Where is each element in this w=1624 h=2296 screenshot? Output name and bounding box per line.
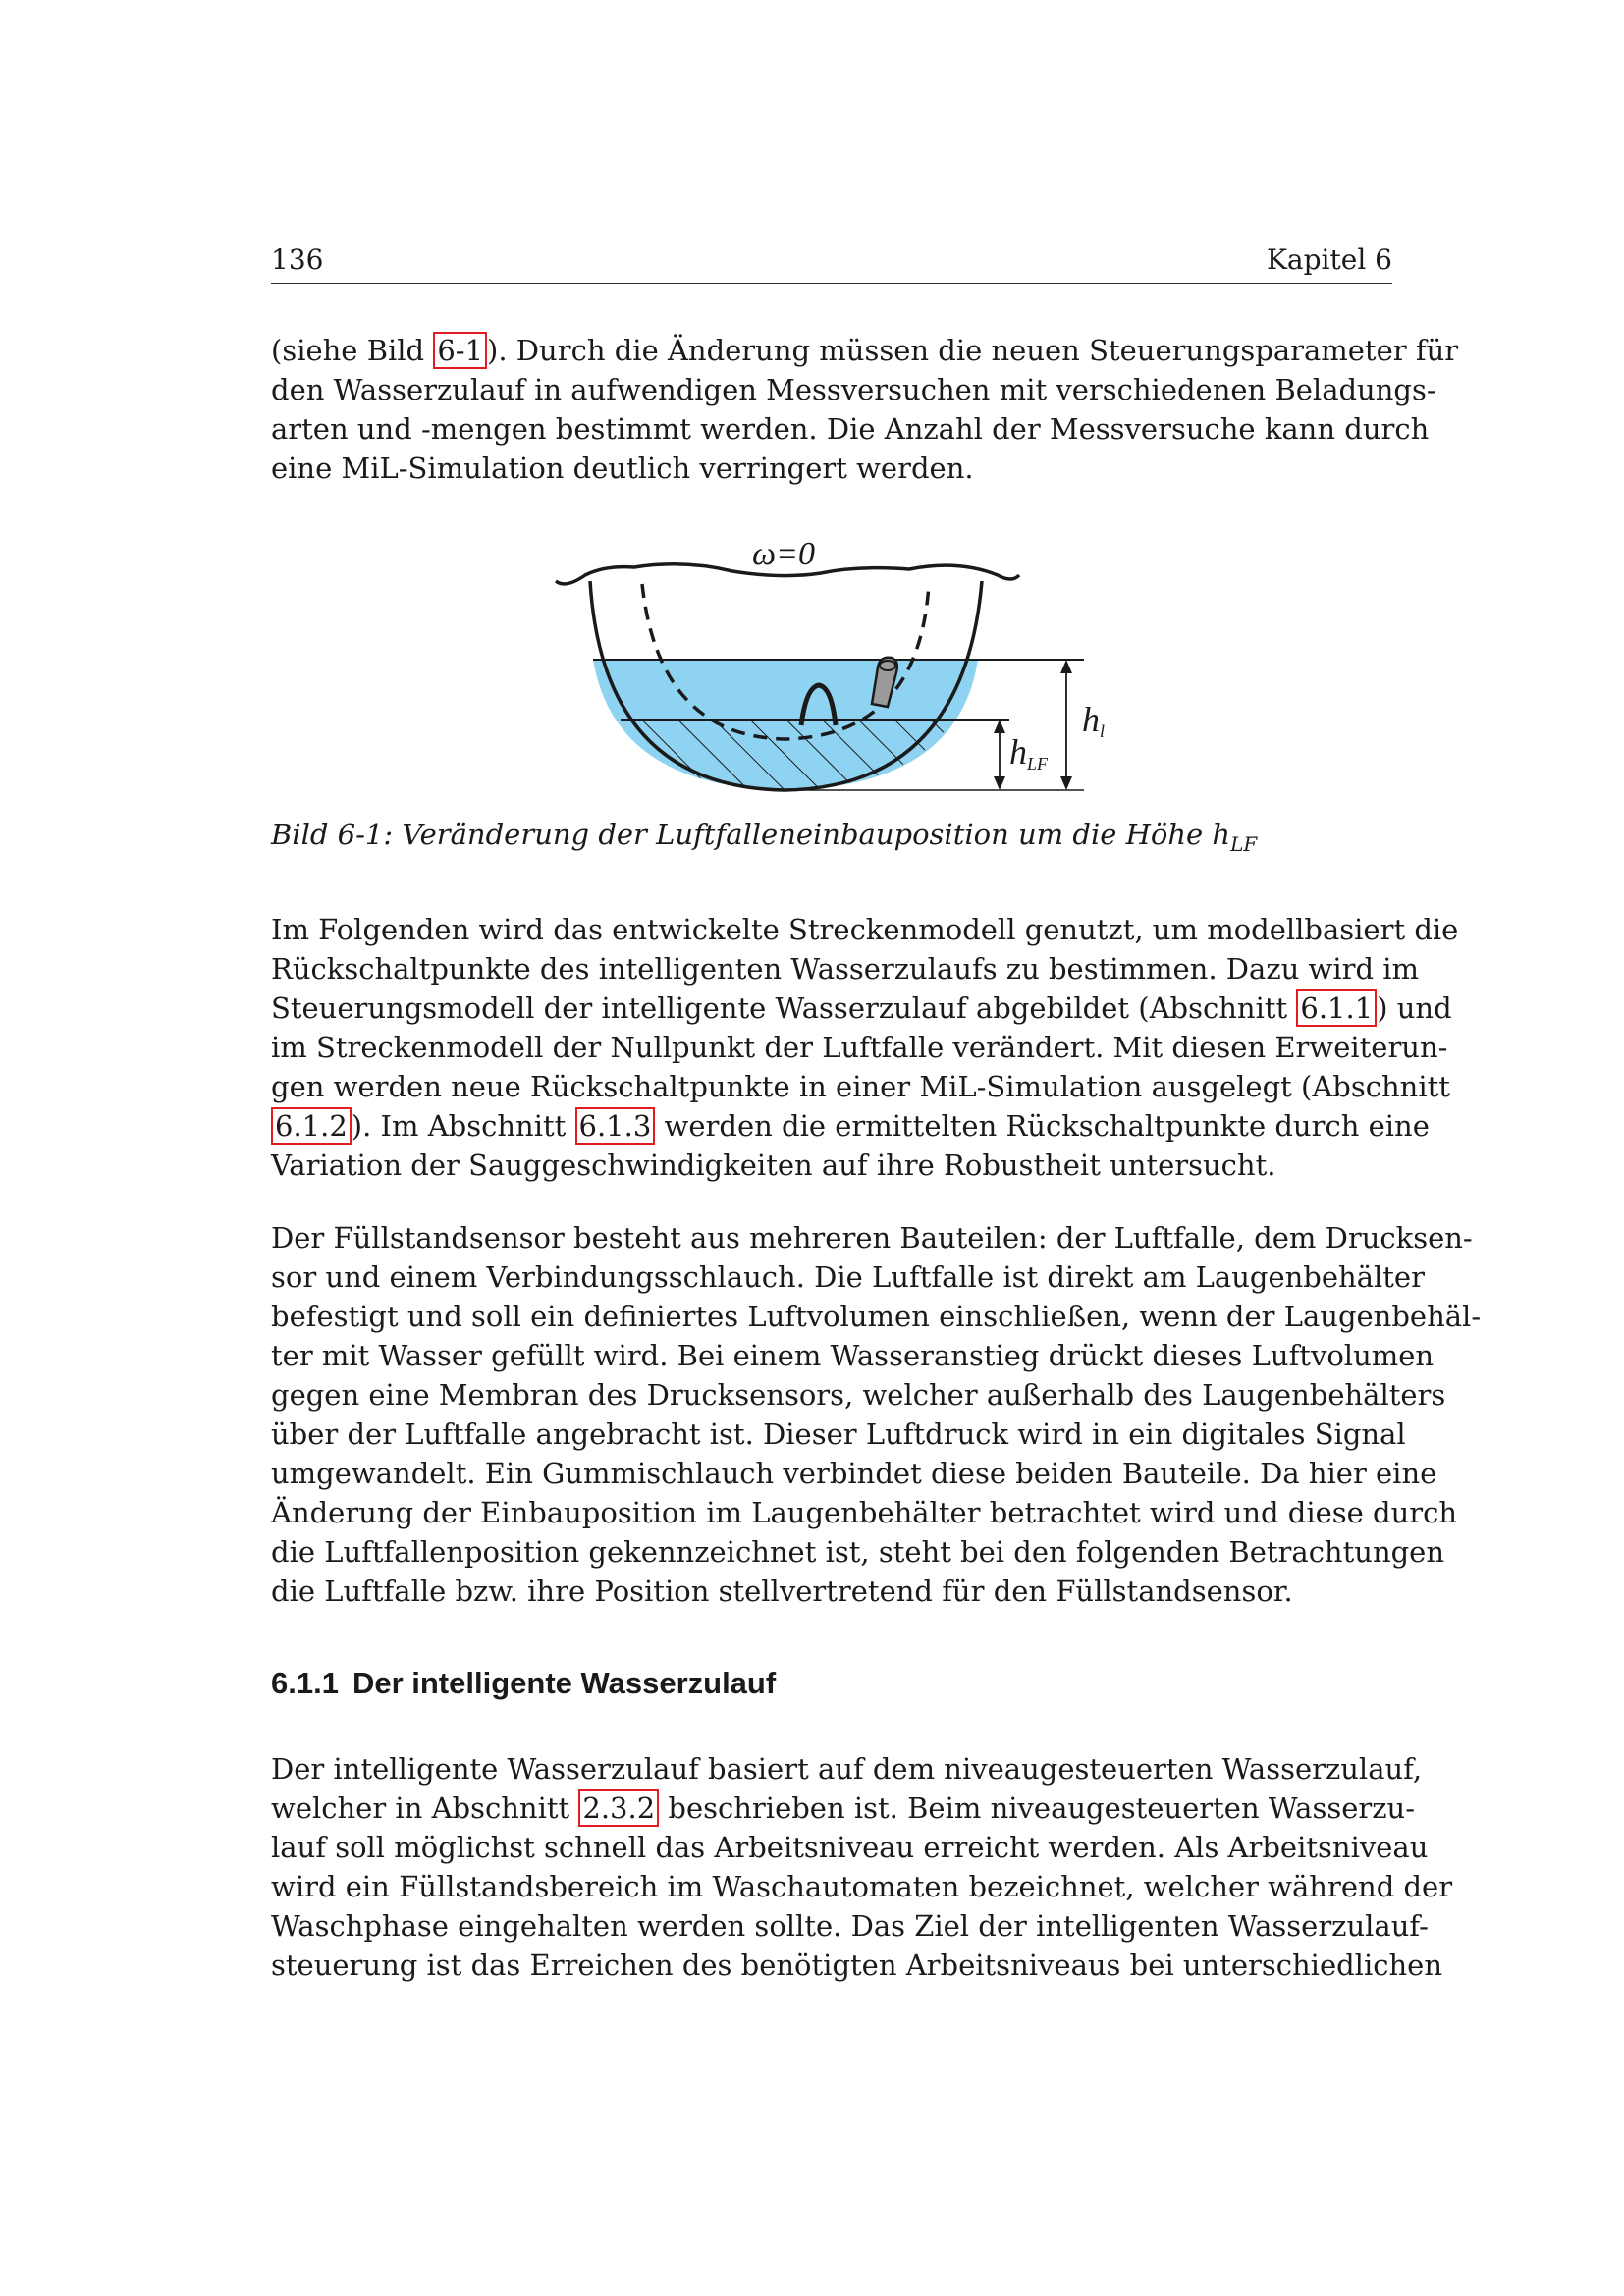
text-line: [271, 409, 1430, 449]
text-run: welcher in Abschnitt: [271, 1791, 579, 1825]
text-line: [271, 1415, 1406, 1454]
h1-label: hl: [1082, 700, 1106, 741]
text-run: wird ein Füllstandsbereich im Waschautomaten bezeichnet, welcher während der: [271, 1870, 1453, 1903]
text-line: [271, 988, 1452, 1028]
text-run: beschrieben ist. Beim niveaugesteuerten Wasserzu-: [659, 1791, 1415, 1825]
text-line: [271, 1297, 1482, 1336]
text-line: [271, 370, 1436, 409]
text-line: [271, 1257, 1425, 1297]
text-run: Im Folgenden wird das entwickelte Streckenmodell genutzt, um modellbasiert die: [271, 913, 1459, 946]
cross-reference-link[interactable]: 6.1.3: [575, 1107, 656, 1145]
text-run: werden die ermittelten Rückschaltpunkte durch eine: [655, 1109, 1430, 1143]
caption-prefix: Bild 6-1: [271, 818, 384, 851]
text-line: [271, 1028, 1448, 1067]
hlf-label: hLF: [1009, 732, 1049, 774]
text-line: [271, 1336, 1435, 1375]
text-line: [271, 1106, 1430, 1146]
text-line: [271, 910, 1459, 949]
paragraph-intro: [271, 331, 1459, 488]
text-run: ). Im Abschnitt: [351, 1109, 575, 1143]
text-line: [271, 1572, 1392, 1611]
omega-label: ω=0: [752, 536, 815, 572]
text-run: arten und -mengen bestimmt werden. Die Anzahl der Messversuche kann durch: [271, 412, 1430, 446]
text-line: [271, 1375, 1446, 1415]
text-line: [271, 1906, 1429, 1946]
text-line: [271, 1749, 1423, 1789]
text-line: [271, 949, 1420, 988]
page-number: 136: [271, 243, 324, 276]
text-line: [271, 1532, 1445, 1572]
text-run: gen werden neue Rückschaltpunkte in einer MiL-Simulation ausgelegt (Abschnitt: [271, 1070, 1450, 1103]
text-line: [271, 1146, 1392, 1185]
text-run: Änderung der Einbauposition im Laugenbehälter betrachtet wird und diese durch: [271, 1496, 1458, 1529]
text-run: die Luftfalle bzw. ihre Position stellvertretend für den Füllstandsensor.: [271, 1575, 1293, 1608]
section-title: Der intelligente Wasserzulauf: [352, 1666, 777, 1700]
text-run: Der Füllstandsensor besteht aus mehreren Bauteilen: der Luftfalle, dem Drucksen-: [271, 1221, 1473, 1255]
figure-6-1: [271, 530, 1392, 805]
text-run: befestigt und soll ein definiertes Luftvolumen einschließen, wenn der Laugenbehäl-: [271, 1300, 1482, 1333]
text-run: steuerung ist das Erreichen des benötigten Arbeitsniveaus bei unterschiedlichen: [271, 1949, 1442, 1982]
caption-subscript: LF: [1230, 831, 1258, 856]
text-line: [271, 1493, 1458, 1532]
text-run: eine MiL-Simulation deutlich verringert werden.: [271, 452, 974, 485]
paragraph-intelligent-inlet: [271, 1749, 1453, 1985]
text-run: ). Durch die Änderung müssen die neuen Steuerungsparameter für: [487, 334, 1459, 367]
text-line: [271, 1454, 1437, 1493]
chapter-title: Kapitel 6: [1267, 243, 1392, 276]
text-run: gegen eine Membran des Drucksensors, welcher außerhalb des Laugenbehälters: [271, 1378, 1446, 1412]
text-line: [271, 1067, 1450, 1106]
text-run: Variation der Sauggeschwindigkeiten auf ihre Robustheit untersucht.: [271, 1148, 1276, 1182]
h1-dimension-arrow: [1060, 660, 1072, 790]
cross-reference-link[interactable]: 6.1.1: [1296, 989, 1377, 1027]
paragraph-sensor: [271, 1218, 1482, 1611]
text-run: lauf soll möglichst schnell das Arbeitsniveau erreicht werden. Als Arbeitsniveau: [271, 1831, 1429, 1864]
text-run: Der intelligente Wasserzulauf basiert auf dem niveaugesteuerten Wasserzulauf,: [271, 1752, 1423, 1786]
text-line: [271, 331, 1459, 370]
text-line: [271, 1789, 1415, 1828]
text-run: (siehe Bild: [271, 334, 434, 367]
text-run: sor und einem Verbindungsschlauch. Die Luftfalle ist direkt am Laugenbehälter: [271, 1260, 1425, 1294]
text-run: den Wasserzulauf in aufwendigen Messversuchen mit verschiedenen Beladungs-: [271, 373, 1436, 406]
page-header: [271, 245, 1392, 284]
text-run: ter mit Wasser gefüllt wird. Bei einem Wasseranstieg drückt dieses Luftvolumen: [271, 1339, 1435, 1372]
text-run: umgewandelt. Ein Gummischlauch verbindet diese beiden Bauteile. Da hier eine: [271, 1457, 1437, 1490]
cross-reference-link[interactable]: 6-1: [433, 332, 487, 369]
text-run: im Streckenmodell der Nullpunkt der Luftfalle verändert. Mit diesen Erweiterun-: [271, 1031, 1448, 1064]
text-run: ) und: [1377, 991, 1452, 1025]
hlf-dimension-arrow: [994, 720, 1005, 790]
cross-reference-link[interactable]: 2.3.2: [578, 1789, 659, 1827]
cross-reference-link[interactable]: 6.1.2: [271, 1107, 352, 1145]
caption-text: : Veränderung der Luftfalleneinbauposition um die Höhe h: [383, 818, 1231, 851]
text-run: die Luftfallenposition gekennzeichnet ist, steht bei den folgenden Betrachtungen: [271, 1535, 1445, 1569]
tub-diagram: [271, 530, 1392, 805]
text-run: Waschphase eingehalten werden sollte. Das Ziel der intelligenten Wasserzulauf-: [271, 1909, 1429, 1943]
text-line: [271, 449, 1392, 488]
text-run: Steuerungsmodell der intelligente Wasserzulauf abgebildet (Abschnitt: [271, 991, 1297, 1025]
text-run: Rückschaltpunkte des intelligenten Wasserzulaufs zu bestimmen. Dazu wird im: [271, 952, 1420, 986]
section-heading: [271, 1664, 776, 1703]
text-run: über der Luftfalle angebracht ist. Dieser Luftdruck wird in ein digitales Signal: [271, 1417, 1406, 1451]
section-number: 6.1.1: [271, 1666, 339, 1700]
figure-caption: [271, 815, 1392, 864]
text-line: [271, 1828, 1429, 1867]
text-line: [271, 1218, 1473, 1257]
text-line: [271, 1946, 1442, 1985]
text-line: [271, 1867, 1453, 1906]
paragraph-overview: [271, 910, 1459, 1185]
